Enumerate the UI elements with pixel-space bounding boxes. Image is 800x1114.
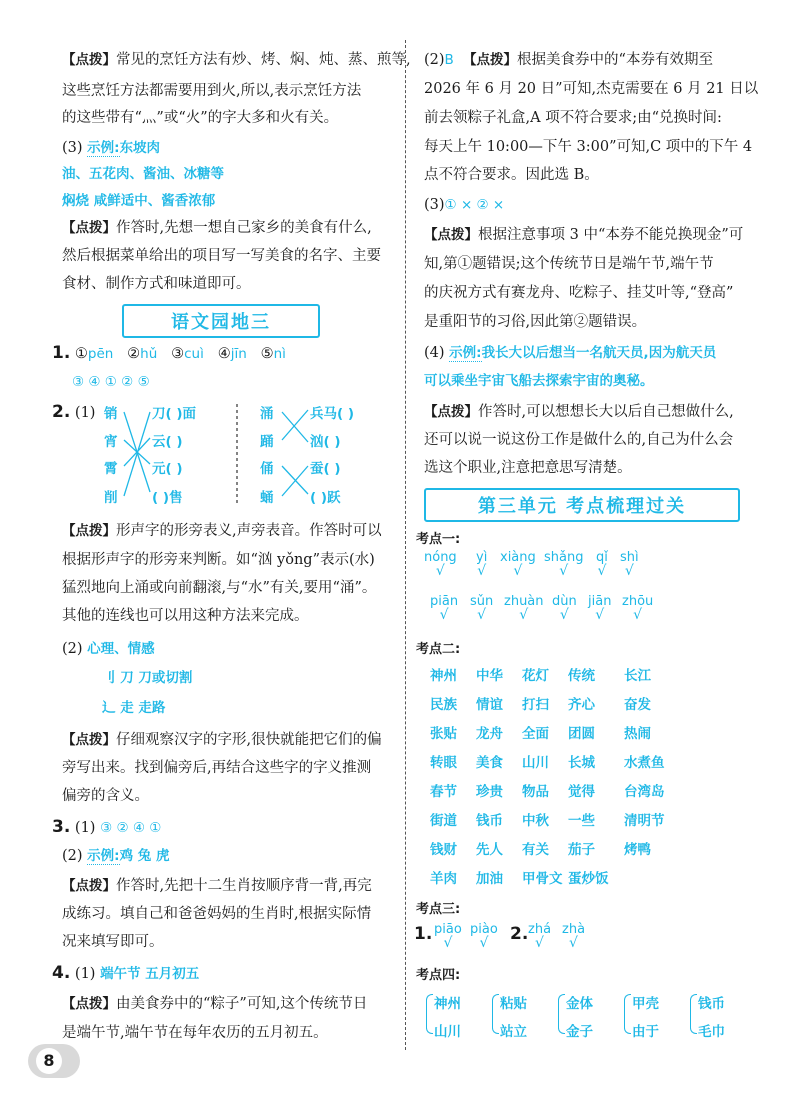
vocab-word: 全面 <box>522 726 549 742</box>
match-char: 踊 <box>260 434 274 450</box>
vocab-word: 情谊 <box>476 697 503 713</box>
column-divider <box>405 40 406 1050</box>
pinyin-check: zhà √ <box>562 922 586 951</box>
match-char: 削 <box>104 490 118 506</box>
item-1-pinyin: 1. ①pēn ②hǔ ③cuì ④jīn ⑤nì <box>52 343 286 363</box>
word-grid <box>430 664 750 894</box>
vocab-word: 转眼 <box>430 755 457 771</box>
match-char: 涌 <box>260 406 274 422</box>
vocab-word: 美食 <box>476 755 503 771</box>
text-line: 选这个职业,注意把意思写清楚。 <box>424 460 632 476</box>
vocab-word: 钱币 <box>476 813 503 829</box>
pinyin-check: piào √ <box>470 922 498 951</box>
vocab-word: 奋发 <box>624 697 651 713</box>
match-char: 蛹 <box>260 490 274 506</box>
vocab-word: 中秋 <box>522 813 549 829</box>
item-2-2: (2) 心理、情感 <box>62 641 155 657</box>
text-line: 其他的连线也可以用这种方法来完成。 <box>62 608 309 624</box>
pinyin-check: yì √ <box>476 550 488 579</box>
vocab-word: 羊肉 <box>430 871 457 887</box>
match-option: 元( ) <box>152 461 183 477</box>
vocab-word: 烤鸭 <box>624 842 651 858</box>
match-option: 刀( )面 <box>152 406 197 422</box>
match-option: 蚕( ) <box>310 461 341 477</box>
pinyin-check: jiān √ <box>588 594 612 623</box>
item-4-right: (4) 示例:我长大以后想当一名航天员,因为航天员 <box>424 345 717 361</box>
vocab-word: 民族 <box>430 697 457 713</box>
text-line: 点不符合要求。因此选 B。 <box>424 167 599 183</box>
item-3-right: (3)① × ② × <box>424 197 505 213</box>
pinyin-check: dùn √ <box>552 594 577 623</box>
kaodian-3-item-2: 2. <box>510 924 529 944</box>
text-line: 每天上午 10:00—下午 3:00”可知,C 项中的下午 4 <box>424 139 753 155</box>
vocab-word: 先人 <box>476 842 503 858</box>
text-line: 旁写出来。找到偏旁后,再结合这些字的字义推测 <box>62 760 372 776</box>
vocab-word: 加油 <box>476 871 503 887</box>
vocab-word: 物品 <box>522 784 549 800</box>
tip-paragraph-right-2: 【点拨】根据注意事项 3 中“本券不能兑换现金”可 <box>424 227 744 243</box>
section-banner-yuwen: 语文园地三 <box>122 304 320 338</box>
item-3-2: (2) 示例:鸡 兔 虎 <box>62 848 170 864</box>
vocab-word: 甲骨文 <box>522 871 563 887</box>
text-line: 成练习。填自己和爸爸妈妈的生肖时,根据实际情 <box>62 906 372 922</box>
page-number-badge <box>28 1044 80 1078</box>
vocab-word: 台湾岛 <box>624 784 665 800</box>
tip-paragraph-2: 【点拨】作答时,先想一想自己家乡的美食有什么, <box>62 220 372 236</box>
vocab-word: 长江 <box>624 668 651 684</box>
match-char: 销 <box>104 406 118 422</box>
tip-paragraph-3: 【点拨】形声字的形旁表义,声旁表音。作答时可以 <box>62 523 382 539</box>
answer-line: 辶 走 走路 <box>102 700 166 716</box>
text-line: 的庆祝方式有赛龙舟、吃粽子、挂艾叶等,“登高” <box>424 285 734 301</box>
pinyin-check: piāo √ <box>434 922 462 951</box>
match-option: ( )售 <box>152 490 183 506</box>
text-line: 2026 年 6 月 20 日”可知,杰克需要在 6 月 21 日以 <box>424 81 759 97</box>
matching-exercise <box>102 400 402 510</box>
kaodian-3-label: 考点三: <box>416 902 461 917</box>
text-line: 偏旁的含义。 <box>62 788 149 804</box>
section-banner-unit3: 第三单元 考点梳理过关 <box>424 488 740 522</box>
text-line: 然后根据菜单给出的项目写一写美食的名字、主要 <box>62 248 381 264</box>
vocab-word: 清明节 <box>624 813 665 829</box>
answer-line: 刂 刀 刀或切割 <box>102 670 193 686</box>
item-1-order: ③ ④ ① ② ⑤ <box>72 374 150 390</box>
text-line: 知,第①题错误;这个传统节日是端午节,端午节 <box>424 256 714 272</box>
vocab-word: 张贴 <box>430 726 457 742</box>
vocab-word: 觉得 <box>568 784 595 800</box>
vocab-word: 打扫 <box>522 697 549 713</box>
pinyin-check: qǐ √ <box>596 550 608 579</box>
tip-paragraph-right-3: 【点拨】作答时,可以想想长大以后自己想做什么, <box>424 404 734 420</box>
text-line: 食材、制作方式和味道即可。 <box>62 276 251 292</box>
vocab-word: 团圆 <box>568 726 595 742</box>
text-line: 是端午节,端午节在每年农历的五月初五。 <box>62 1025 328 1041</box>
match-lines <box>102 400 402 510</box>
text-line: 的这些带有“灬”或“火”的字大多和火有关。 <box>62 110 339 126</box>
text-line: 前去领粽子礼盒,A 项不符合要求;由“兑换时间: <box>424 110 722 126</box>
pinyin-check: sǔn √ <box>470 594 494 623</box>
page-number: 8 <box>36 1048 62 1074</box>
item-2: 2. (1) <box>52 402 96 422</box>
text-line: 这些烹饪方法都需要用到火,所以,表示烹饪方法 <box>62 83 362 99</box>
answer-line: 焖烧 咸鲜适中、酱香浓郁 <box>62 193 216 209</box>
match-option: 汹( ) <box>310 434 341 450</box>
tip-paragraph-4: 【点拨】仔细观察汉字的字形,很快就能把它们的偏 <box>62 732 382 748</box>
text-line: 况来填写即可。 <box>62 934 164 950</box>
pinyin-check: zhá √ <box>528 922 552 951</box>
pinyin-check: zhōu √ <box>622 594 654 623</box>
kaodian-2-label: 考点二: <box>416 642 461 657</box>
question-3: (3) 示例:东坡肉 <box>62 140 161 156</box>
vocab-word: 蛋炒饭 <box>568 871 609 887</box>
match-option: 云( ) <box>152 434 183 450</box>
match-option: 兵马( ) <box>310 406 355 422</box>
vocab-word: 茄子 <box>568 842 595 858</box>
vocab-word: 街道 <box>430 813 457 829</box>
match-char: 霄 <box>104 461 118 477</box>
tip-paragraph-1: 【点拨】常见的烹饪方法有炒、烤、焖、炖、蒸、煎等, <box>62 52 411 68</box>
pinyin-check: zhuàn √ <box>504 594 544 623</box>
item-4-1: 4. (1) 端午节 五月初五 <box>52 963 200 983</box>
vocab-word: 传统 <box>568 668 595 684</box>
vocab-word: 一些 <box>568 813 595 829</box>
pinyin-check: xiàng √ <box>500 550 536 579</box>
item-3-1: 3. (1) ③ ② ④ ① <box>52 817 162 837</box>
pinyin-check: shì √ <box>620 550 639 579</box>
vocab-word: 神州 <box>430 668 457 684</box>
text-line: 根据形声字的形旁来判断。如“汹 yǒng”表示(水) <box>62 552 375 568</box>
vocab-word: 齐心 <box>568 697 595 713</box>
vocab-word: 珍贵 <box>476 784 503 800</box>
answer-line: 可以乘坐宇宙飞船去探索宇宙的奥秘。 <box>424 373 654 389</box>
pinyin-check: nóng √ <box>424 550 457 579</box>
kaodian-4-label: 考点四: <box>416 968 461 983</box>
vocab-word: 钱财 <box>430 842 457 858</box>
vocab-word: 山川 <box>522 755 549 771</box>
match-option: ( )跃 <box>310 490 341 506</box>
pinyin-check: piān √ <box>430 594 459 623</box>
match-char: 俑 <box>260 461 274 477</box>
vocab-word: 龙舟 <box>476 726 503 742</box>
vocab-word: 长城 <box>568 755 595 771</box>
vocab-word: 春节 <box>430 784 457 800</box>
item-2-right: (2)B 【点拨】根据美食券中的“本券有效期至 <box>424 52 713 68</box>
pinyin-check: shǎng √ <box>544 550 584 579</box>
answer-line: 油、五花肉、酱油、冰糖等 <box>62 166 224 182</box>
vocab-word: 有关 <box>522 842 549 858</box>
vocab-word: 中华 <box>476 668 503 684</box>
kaodian-3-item-1: 1. <box>414 924 433 944</box>
text-line: 是重阳节的习俗,因此第②题错误。 <box>424 314 647 330</box>
match-char: 宵 <box>104 434 118 450</box>
kaodian-1-label: 考点一: <box>416 532 461 547</box>
vocab-word: 水煮鱼 <box>624 755 665 771</box>
tip-paragraph-5: 【点拨】作答时,先把十二生肖按顺序背一背,再完 <box>62 878 372 894</box>
vocab-word: 热闹 <box>624 726 651 742</box>
text-line: 猛烈地向上涌或向前翻滚,与“水”有关,要用“涌”。 <box>62 580 377 596</box>
vocab-word: 花灯 <box>522 668 549 684</box>
text-line: 还可以说一说这份工作是做什么的,自己为什么会 <box>424 432 734 448</box>
tip-paragraph-6: 【点拨】由美食券中的“粽子”可知,这个传统节日 <box>62 996 368 1012</box>
